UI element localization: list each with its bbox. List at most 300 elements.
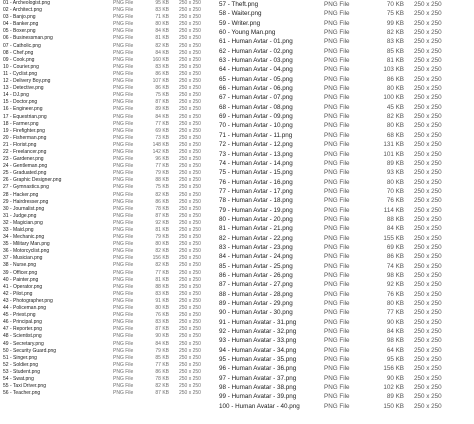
file-row[interactable] (0, 326, 212, 333)
image-dimensions: 250 x 250 (414, 10, 442, 18)
file-size: 86 KB (155, 85, 169, 92)
file-row[interactable] (216, 9, 474, 18)
image-dimensions: 250 x 250 (414, 356, 442, 364)
file-name: 30 - Journalist.png (3, 205, 45, 212)
image-dimensions: 250 x 250 (179, 134, 201, 141)
file-name: 85 - Human Avtar - 25.png (219, 262, 293, 270)
file-type: PNG File (113, 383, 134, 390)
image-dimensions: 250 x 250 (414, 66, 442, 74)
file-size: 82 KB (155, 42, 169, 49)
file-type: PNG File (113, 234, 134, 241)
file-row[interactable] (0, 248, 212, 255)
file-row[interactable] (216, 103, 474, 112)
file-size: 76 KB (386, 197, 404, 205)
image-dimensions: 250 x 250 (179, 276, 201, 283)
file-row[interactable] (0, 255, 212, 262)
file-size: 99 KB (386, 19, 404, 27)
image-dimensions: 250 x 250 (179, 156, 201, 163)
file-row[interactable] (0, 319, 212, 326)
file-type: PNG File (113, 191, 134, 198)
file-name: 08 - Chef.png (3, 49, 34, 56)
file-row[interactable] (0, 390, 212, 397)
file-name: 73 - Human Avtar - 13.png (219, 150, 293, 158)
image-dimensions: 250 x 250 (179, 92, 201, 99)
image-dimensions: 250 x 250 (414, 47, 442, 55)
file-size: 87 KB (155, 99, 169, 106)
file-name: 95 - Human Avatar - 35.png (219, 356, 297, 364)
image-dimensions: 250 x 250 (179, 0, 201, 6)
file-type: PNG File (113, 92, 134, 99)
image-dimensions: 250 x 250 (414, 215, 442, 223)
file-name: 67 - Human Avtar - 07.png (219, 94, 293, 102)
image-dimensions: 250 x 250 (179, 333, 201, 340)
image-dimensions: 250 x 250 (179, 85, 201, 92)
file-name: 41 - Operator.png (3, 283, 43, 290)
file-row[interactable] (0, 291, 212, 298)
file-row[interactable] (216, 28, 474, 37)
image-dimensions: 250 x 250 (179, 63, 201, 70)
file-size: 88 KB (155, 177, 169, 184)
file-row[interactable] (216, 364, 474, 373)
file-size: 87 KB (155, 212, 169, 219)
file-row[interactable] (216, 318, 474, 327)
file-row[interactable] (0, 92, 212, 99)
file-type: PNG File (324, 262, 350, 270)
file-name: 25 - Graduated.png (3, 170, 47, 177)
file-row[interactable] (0, 114, 212, 121)
file-row[interactable] (0, 35, 212, 42)
file-row[interactable] (0, 99, 212, 106)
file-row[interactable] (216, 243, 474, 252)
file-row[interactable] (0, 262, 212, 269)
file-row[interactable] (0, 298, 212, 305)
file-name: 94 - Human Avatar - 34.png (219, 346, 297, 354)
file-type: PNG File (324, 300, 350, 307)
file-name: 96 - Human Avatar - 36.png (219, 365, 297, 373)
file-row[interactable] (0, 50, 212, 57)
file-size: 92 KB (155, 219, 169, 226)
file-row[interactable] (0, 170, 212, 177)
file-size: 84 KB (155, 49, 169, 56)
image-dimensions: 250 x 250 (179, 326, 201, 333)
file-type: PNG File (324, 356, 350, 364)
file-name: 19 - Firefighter.png (3, 127, 45, 134)
file-row[interactable] (0, 192, 212, 199)
file-row[interactable] (0, 142, 212, 149)
file-name: 01 - Archeologist.png (3, 0, 50, 6)
file-type: PNG File (113, 219, 134, 226)
file-name: 35 - Military Man.png (3, 241, 50, 248)
file-name: 22 - Freelancer.png (3, 148, 47, 155)
file-type: PNG File (324, 402, 350, 410)
file-type: PNG File (113, 269, 134, 276)
file-type: PNG File (324, 94, 350, 102)
file-row[interactable] (216, 224, 474, 233)
file-size: 82 KB (386, 29, 404, 37)
image-dimensions: 250 x 250 (414, 206, 442, 214)
file-row[interactable] (0, 43, 212, 50)
file-name: 71 - Human Avtar - 11.png (219, 131, 293, 139)
file-type: PNG File (113, 134, 134, 141)
file-type: PNG File (324, 178, 350, 186)
file-row[interactable] (0, 270, 212, 277)
file-type: PNG File (113, 14, 134, 21)
file-row[interactable] (216, 355, 474, 364)
file-type: PNG File (324, 234, 350, 242)
file-size: 84 KB (155, 113, 169, 120)
image-dimensions: 250 x 250 (179, 177, 201, 184)
image-dimensions: 250 x 250 (179, 198, 201, 205)
file-size: 90 KB (386, 318, 404, 326)
file-row[interactable] (216, 131, 474, 140)
file-name: 69 - Human Avtar - 09.png (219, 113, 293, 121)
file-row[interactable] (0, 333, 212, 340)
file-type: PNG File (324, 57, 350, 65)
file-type: PNG File (324, 271, 350, 279)
image-dimensions: 250 x 250 (414, 38, 442, 46)
file-type: PNG File (324, 346, 350, 354)
file-name: 52 - Soldier.png (3, 361, 39, 368)
file-size: 81 KB (155, 227, 169, 233)
file-name: 49 - Secretary.png (3, 340, 44, 347)
file-type: PNG File (113, 283, 134, 290)
file-type: PNG File (324, 281, 350, 289)
image-dimensions: 250 x 250 (179, 241, 201, 248)
file-row[interactable] (216, 234, 474, 243)
image-dimensions: 250 x 250 (179, 340, 201, 347)
file-row[interactable] (216, 168, 474, 177)
file-size: 83 KB (386, 38, 404, 46)
file-row[interactable] (0, 14, 212, 21)
file-size: 84 KB (386, 225, 404, 233)
file-row[interactable] (216, 178, 474, 187)
file-size: 83 KB (155, 63, 169, 70)
file-row[interactable] (216, 336, 474, 345)
image-dimensions: 250 x 250 (414, 197, 442, 205)
file-name: 76 - Human Avtar - 16.png (219, 178, 293, 186)
file-row[interactable] (0, 305, 212, 312)
file-name: 36 - Motorcyclist.png (3, 248, 50, 255)
file-name: 16 - Engineer.png (3, 106, 43, 113)
file-row[interactable] (216, 392, 474, 401)
file-name: 47 - Reporter.png (3, 326, 42, 333)
file-type: PNG File (324, 122, 350, 130)
image-dimensions: 250 x 250 (179, 205, 201, 212)
file-size: 64 KB (386, 346, 404, 354)
file-row[interactable] (0, 57, 212, 64)
file-row[interactable] (0, 241, 212, 248)
file-name: 13 - Detective.png (3, 85, 44, 92)
file-type: PNG File (113, 7, 134, 14)
file-row[interactable] (216, 262, 474, 271)
file-size: 79 KB (155, 170, 169, 177)
file-name: 53 - Student.png (3, 368, 40, 375)
file-size: 88 KB (386, 215, 404, 223)
file-row[interactable] (0, 149, 212, 156)
image-dimensions: 250 x 250 (414, 365, 442, 373)
file-row[interactable] (216, 290, 474, 299)
file-name: 66 - Human Avtar - 06.png (219, 85, 293, 93)
file-size: 89 KB (386, 393, 404, 401)
image-dimensions: 250 x 250 (179, 21, 201, 28)
file-type: PNG File (324, 337, 350, 345)
file-row[interactable] (0, 177, 212, 184)
image-dimensions: 250 x 250 (414, 234, 442, 242)
file-size: 82 KB (155, 248, 169, 255)
file-row[interactable] (216, 327, 474, 336)
image-dimensions: 250 x 250 (414, 131, 442, 139)
file-type: PNG File (324, 309, 350, 317)
file-name: 86 - Human Avtar - 26.png (219, 271, 293, 279)
file-row[interactable] (0, 106, 212, 113)
file-size: 82 KB (155, 191, 169, 198)
file-row[interactable] (0, 341, 212, 348)
file-type: PNG File (113, 177, 134, 184)
file-row[interactable] (216, 84, 474, 93)
file-name: 62 - Human Avtar - 02.png (219, 47, 293, 55)
file-name: 60 - Young Man.png (219, 29, 276, 37)
file-row[interactable] (0, 234, 212, 241)
file-row[interactable] (216, 271, 474, 280)
file-row[interactable] (0, 199, 212, 206)
file-row[interactable] (0, 135, 212, 142)
file-row[interactable] (0, 206, 212, 213)
image-dimensions: 250 x 250 (414, 150, 442, 158)
file-type: PNG File (324, 66, 350, 74)
image-dimensions: 250 x 250 (179, 212, 201, 219)
file-size: 95 KB (386, 356, 404, 364)
file-size: 82 KB (155, 383, 169, 390)
file-name: 27 - Gymnastics.png (3, 184, 49, 191)
file-row[interactable] (216, 374, 474, 383)
image-dimensions: 250 x 250 (414, 169, 442, 177)
image-dimensions: 250 x 250 (179, 42, 201, 49)
file-row[interactable] (216, 150, 474, 159)
file-row[interactable] (0, 383, 212, 390)
file-row[interactable] (0, 213, 212, 220)
file-type: PNG File (324, 187, 350, 195)
file-row[interactable] (0, 85, 212, 92)
file-name: 82 - Human Avtar - 22.png (219, 234, 293, 242)
file-type: PNG File (113, 248, 134, 255)
file-size: 86 KB (386, 75, 404, 83)
file-row[interactable] (0, 64, 212, 71)
file-name: 93 - Human Avatar - 33.png (219, 337, 297, 345)
image-dimensions: 250 x 250 (179, 141, 201, 148)
file-size: 77 KB (386, 309, 404, 317)
image-dimensions: 250 x 250 (414, 94, 442, 102)
image-dimensions: 250 x 250 (414, 384, 442, 392)
image-dimensions: 250 x 250 (179, 99, 201, 106)
file-type: PNG File (324, 113, 350, 121)
file-row[interactable] (0, 312, 212, 319)
image-dimensions: 250 x 250 (414, 253, 442, 261)
file-row[interactable] (0, 78, 212, 85)
file-type: PNG File (113, 241, 134, 248)
file-name: 39 - Officer.png (3, 269, 38, 276)
image-dimensions: 250 x 250 (179, 78, 201, 85)
file-name: 80 - Human Avtar - 20.png (219, 215, 293, 223)
file-name: 74 - Human Avtar - 14.png (219, 159, 293, 167)
file-type: PNG File (113, 63, 134, 70)
file-type: PNG File (113, 106, 134, 113)
file-type: PNG File (324, 47, 350, 55)
file-row[interactable] (0, 0, 212, 7)
file-row[interactable] (216, 47, 474, 56)
file-size: 148 KB (152, 141, 169, 148)
image-dimensions: 250 x 250 (414, 103, 442, 111)
file-name: 21 - Florist.png (3, 141, 37, 148)
file-type: PNG File (324, 374, 350, 382)
image-dimensions: 250 x 250 (179, 297, 201, 304)
file-row[interactable] (0, 71, 212, 78)
file-row[interactable] (0, 7, 212, 14)
file-row[interactable] (0, 220, 212, 227)
file-type: PNG File (113, 262, 134, 269)
file-row[interactable] (0, 128, 212, 135)
file-row[interactable] (216, 0, 474, 9)
file-row[interactable] (216, 65, 474, 74)
file-row[interactable] (216, 159, 474, 168)
file-name: 28 - Hacker.png (3, 191, 39, 198)
file-size: 80 KB (155, 305, 169, 312)
file-name: 12 - Delivery Boy.png (3, 78, 51, 85)
file-type: PNG File (113, 56, 134, 63)
file-size: 82 KB (155, 262, 169, 269)
file-name: 15 - Doctor.png (3, 99, 38, 106)
file-size: 69 KB (155, 127, 169, 134)
file-row[interactable] (216, 308, 474, 317)
file-row[interactable] (216, 196, 474, 205)
file-name: 68 - Human Avtar - 08.png (219, 103, 293, 111)
image-dimensions: 250 x 250 (179, 28, 201, 35)
file-size: 69 KB (386, 243, 404, 251)
file-size: 92 KB (386, 281, 404, 289)
file-size: 70 KB (386, 1, 404, 8)
image-dimensions: 250 x 250 (414, 122, 442, 130)
file-type: PNG File (324, 206, 350, 214)
file-type: PNG File (324, 85, 350, 93)
file-type: PNG File (113, 148, 134, 155)
image-dimensions: 250 x 250 (179, 127, 201, 134)
image-dimensions: 250 x 250 (179, 184, 201, 191)
file-type: PNG File (113, 120, 134, 127)
file-name: 72 - Human Avtar - 12.png (219, 141, 293, 149)
file-row[interactable] (216, 346, 474, 355)
file-size: 156 KB (383, 365, 404, 373)
file-row[interactable] (0, 21, 212, 28)
file-row[interactable] (0, 348, 212, 355)
file-size: 86 KB (155, 368, 169, 375)
file-type: PNG File (113, 212, 134, 219)
file-size: 77 KB (155, 269, 169, 276)
image-dimensions: 250 x 250 (414, 159, 442, 167)
image-dimensions: 250 x 250 (414, 309, 442, 317)
file-row[interactable] (0, 28, 212, 35)
file-name: 50 - Security Guard.png (3, 347, 57, 354)
file-name: 70 - Human Avtar - 10.png (219, 122, 293, 130)
file-row[interactable] (216, 37, 474, 46)
file-name: 63 - Human Avtar - 03.png (219, 57, 293, 65)
file-size: 86 KB (386, 253, 404, 261)
file-type: PNG File (324, 318, 350, 326)
file-row[interactable] (216, 187, 474, 196)
file-row[interactable] (216, 140, 474, 149)
file-type: PNG File (324, 215, 350, 223)
image-dimensions: 250 x 250 (179, 56, 201, 63)
file-name: 46 - Principal.png (3, 319, 42, 326)
file-size: 90 KB (155, 333, 169, 340)
file-row[interactable] (0, 227, 212, 234)
file-name: 54 - Swat.png (3, 375, 34, 382)
file-name: 20 - Fisherman.png (3, 134, 47, 141)
image-dimensions: 250 x 250 (414, 57, 442, 65)
file-row[interactable] (216, 252, 474, 261)
file-row[interactable] (216, 19, 474, 28)
file-row[interactable] (216, 383, 474, 392)
image-dimensions: 250 x 250 (414, 328, 442, 336)
file-type: PNG File (113, 390, 134, 397)
file-row[interactable] (216, 93, 474, 102)
file-size: 84 KB (386, 328, 404, 336)
file-row[interactable] (0, 362, 212, 369)
file-size: 80 KB (386, 122, 404, 130)
file-name: 58 - Waiter.png (219, 10, 262, 18)
file-row[interactable] (216, 215, 474, 224)
file-row[interactable] (0, 184, 212, 191)
file-row[interactable] (0, 355, 212, 362)
file-type: PNG File (113, 340, 134, 347)
file-name: 09 - Cook.png (3, 56, 35, 63)
image-dimensions: 250 x 250 (179, 319, 201, 326)
file-row[interactable] (0, 277, 212, 284)
file-size: 89 KB (155, 106, 169, 113)
file-name: 45 - Priest.png (3, 312, 36, 319)
file-row[interactable] (216, 299, 474, 308)
file-row[interactable] (216, 280, 474, 289)
file-row[interactable] (216, 112, 474, 121)
file-row[interactable] (0, 284, 212, 291)
file-row[interactable] (216, 75, 474, 84)
file-type: PNG File (113, 21, 134, 28)
file-size: 103 KB (383, 66, 404, 74)
file-size: 83 KB (155, 319, 169, 326)
file-name: 26 - Graphic Designer.png (3, 177, 62, 184)
image-dimensions: 250 x 250 (179, 7, 201, 14)
file-list-right (216, 0, 474, 411)
file-row[interactable] (0, 121, 212, 128)
file-name: 51 - Singer.png (3, 354, 37, 361)
file-type: PNG File (113, 42, 134, 49)
file-row[interactable] (216, 121, 474, 130)
image-dimensions: 250 x 250 (179, 290, 201, 297)
file-row[interactable] (0, 163, 212, 170)
file-row[interactable] (0, 376, 212, 383)
image-dimensions: 250 x 250 (179, 262, 201, 269)
file-row[interactable] (0, 156, 212, 163)
file-name: 48 - Scientist.png (3, 333, 42, 340)
file-size: 79 KB (155, 347, 169, 354)
file-type: PNG File (324, 103, 350, 111)
file-size: 77 KB (155, 361, 169, 368)
file-name: 10 - Courier.png (3, 63, 39, 70)
file-name: 34 - Mechanic.png (3, 234, 45, 241)
image-dimensions: 250 x 250 (179, 113, 201, 120)
file-row[interactable] (216, 206, 474, 215)
file-row[interactable] (216, 402, 474, 411)
file-row[interactable] (216, 56, 474, 65)
file-row[interactable] (0, 369, 212, 376)
